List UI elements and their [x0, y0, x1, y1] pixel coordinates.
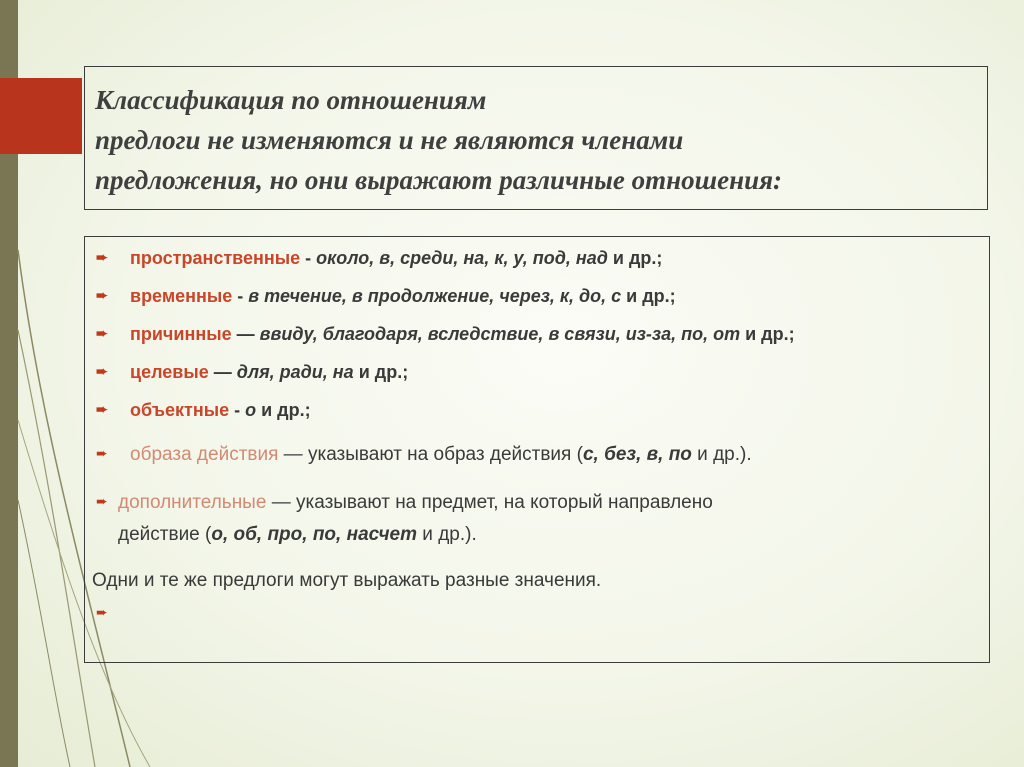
arrow-bullet-icon: ➨ [96, 401, 108, 417]
examples: о, об, про, по, насчет [211, 524, 418, 545]
examples: с, без, в, по [582, 444, 692, 465]
relation-term: причинные [130, 324, 232, 344]
separator: — указывают на предмет, на который направлено [266, 492, 713, 513]
separator: - [300, 248, 317, 268]
arrow-bullet-icon: ➨ [96, 325, 108, 341]
list-item [96, 396, 311, 423]
title-line-1: Классификация по отношениям [95, 85, 487, 115]
relation-term: целевые [130, 362, 209, 382]
list-item [96, 244, 662, 271]
relation-term: временные [130, 286, 233, 306]
tail: и др.; [621, 286, 676, 306]
separator: - [232, 286, 249, 306]
examples: ввиду, благодаря, вследствие, в связи, из-за, по, от [259, 324, 741, 344]
slide-title [95, 80, 975, 200]
tail: и др.). [691, 444, 752, 465]
title-line-2: предлоги не изменяются и не являются членами [95, 125, 684, 155]
list-item-continuation [118, 522, 477, 548]
relation-term: образа действия [130, 444, 279, 465]
tail: и др.; [740, 324, 795, 344]
arrow-bullet-icon: ➨ [96, 604, 108, 620]
title-line-3: предложения, но они выражают различные отношения: [95, 165, 782, 195]
separator: - [229, 400, 246, 420]
list-item [96, 440, 752, 468]
tail: и др.). [417, 524, 477, 545]
arrow-bullet-icon: ➨ [96, 249, 108, 265]
examples: о [245, 400, 257, 420]
tail: и др.; [256, 400, 311, 420]
tail: и др.; [607, 248, 663, 268]
tail: и др.; [353, 362, 409, 382]
list-item [96, 358, 408, 385]
examples: около, в, среди, на, к, у, под, над [316, 248, 608, 268]
list-item [96, 282, 676, 309]
note-text: Одни и те же предлоги могут выражать разные значения. [92, 570, 602, 591]
separator: — указывают на образ действия ( [278, 444, 583, 465]
list-item [96, 320, 795, 347]
relation-term: объектные [130, 400, 230, 420]
continuation-start: действие ( [118, 524, 212, 545]
relation-term: дополнительные [118, 492, 267, 513]
arrow-bullet-icon: ➨ [96, 445, 108, 461]
list-item [96, 488, 713, 516]
examples: в течение, в продолжение, через, к, до, с [248, 286, 622, 306]
arrow-bullet-icon: ➨ [96, 287, 108, 303]
arrow-bullet-icon: ➨ [96, 493, 108, 509]
separator: — [231, 324, 260, 344]
separator: — [208, 362, 237, 382]
relation-term: пространственные [130, 248, 301, 268]
arrow-bullet-icon: ➨ [96, 363, 108, 379]
examples: для, ради, на [236, 362, 354, 382]
